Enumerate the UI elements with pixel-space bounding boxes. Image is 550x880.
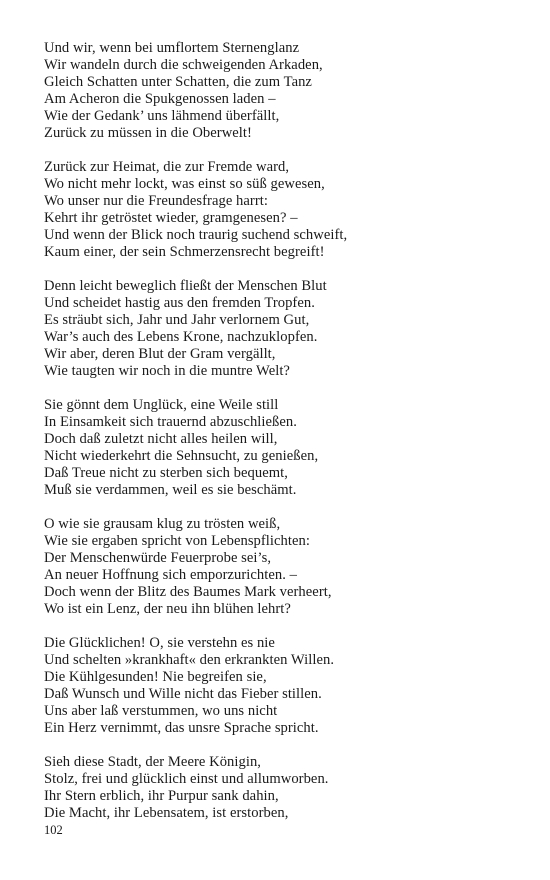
poem-line: Die Kühlgesunden! Nie begreifen sie, — [44, 669, 267, 685]
poem-line: Doch wenn der Blitz des Baumes Mark verheert, — [44, 584, 332, 600]
poem-line: Wie sie ergaben spricht von Lebenspflichten: — [44, 533, 310, 549]
poem-line: Und wenn der Blick noch traurig suchend schweift, — [44, 227, 348, 243]
poem-line: Wir wandeln durch die schweigenden Arkaden, — [44, 57, 323, 73]
poem-line: Die Glücklichen! O, sie verstehn es nie — [44, 635, 275, 651]
stanza — [44, 40, 524, 142]
poem-line: Wo ist ein Lenz, der neu ihn blühen lehrt? — [44, 601, 291, 617]
poem-line: Gleich Schatten unter Schatten, die zum Tanz — [44, 74, 312, 90]
poem-line: Nicht wiederkehrt die Sehnsucht, zu genießen, — [44, 448, 319, 464]
poem-line: Am Acheron die Spukgenossen laden – — [44, 91, 276, 107]
poem-line: Ein Herz vernimmt, das unsre Sprache spricht. — [44, 720, 319, 736]
poem-line: Zurück zur Heimat, die zur Fremde ward, — [44, 159, 290, 175]
poem-line: Doch daß zuletzt nicht alles heilen will, — [44, 431, 278, 447]
poem-line: Wo unser nur die Freundesfrage harrt: — [44, 193, 268, 209]
poem-line: Sie gönnt dem Unglück, eine Weile still — [44, 397, 279, 413]
stanza — [44, 754, 524, 822]
poem-line: Daß Wunsch und Wille nicht das Fieber stillen. — [44, 686, 322, 702]
page-number: 102 — [44, 823, 63, 837]
stanza — [44, 635, 524, 737]
poem-line: An neuer Hoffnung sich emporzurichten. – — [44, 567, 297, 583]
poem-line: Und schelten »krankhaft« den erkrankten Willen. — [44, 652, 335, 668]
poem-line: War’s auch des Lebens Krone, nachzuklopfen. — [44, 329, 318, 345]
poem-line: In Einsamkeit sich trauernd abzuschließen. — [44, 414, 297, 430]
poem-line: Der Menschenwürde Feuerprobe sei’s, — [44, 550, 272, 566]
poem-line: Sieh diese Stadt, der Meere Königin, — [44, 754, 262, 770]
poem-line: Zurück zu müssen in die Oberwelt! — [44, 125, 252, 141]
stanza — [44, 159, 524, 261]
poem-line: Muß sie verdammen, weil es sie beschämt. — [44, 482, 297, 498]
poem-line: Kaum einer, der sein Schmerzensrecht begreift! — [44, 244, 325, 260]
poem-line: Denn leicht beweglich fließt der Menschen Blut — [44, 278, 327, 294]
stanza — [44, 516, 524, 618]
poem-line: Daß Treue nicht zu sterben sich bequemt, — [44, 465, 288, 481]
poem-line: Stolz, frei und glücklich einst und allumworben. — [44, 771, 329, 787]
poem-line: Und scheidet hastig aus den fremden Tropfen. — [44, 295, 315, 311]
poem-line: Kehrt ihr getröstet wieder, gramgenesen? – — [44, 210, 298, 226]
stanza — [44, 397, 524, 499]
poem-line: O wie sie grausam klug zu trösten weiß, — [44, 516, 281, 532]
poem-line: Wir aber, deren Blut der Gram vergällt, — [44, 346, 276, 362]
poem-text — [44, 40, 524, 839]
poem-line: Wie taugten wir noch in die muntre Welt? — [44, 363, 290, 379]
poem-line: Es sträubt sich, Jahr und Jahr verlornem Gut, — [44, 312, 310, 328]
stanza — [44, 278, 524, 380]
poem-line: Ihr Stern erblich, ihr Purpur sank dahin, — [44, 788, 279, 804]
poem-line: Uns aber laß verstummen, wo uns nicht — [44, 703, 278, 719]
poem-line: Und wir, wenn bei umflortem Sternenglanz — [44, 40, 300, 56]
poem-line: Wo nicht mehr lockt, was einst so süß gewesen, — [44, 176, 325, 192]
poem-line: Wie der Gedank’ uns lähmend überfällt, — [44, 108, 280, 124]
poem-line: Die Macht, ihr Lebensatem, ist erstorben, — [44, 805, 289, 821]
